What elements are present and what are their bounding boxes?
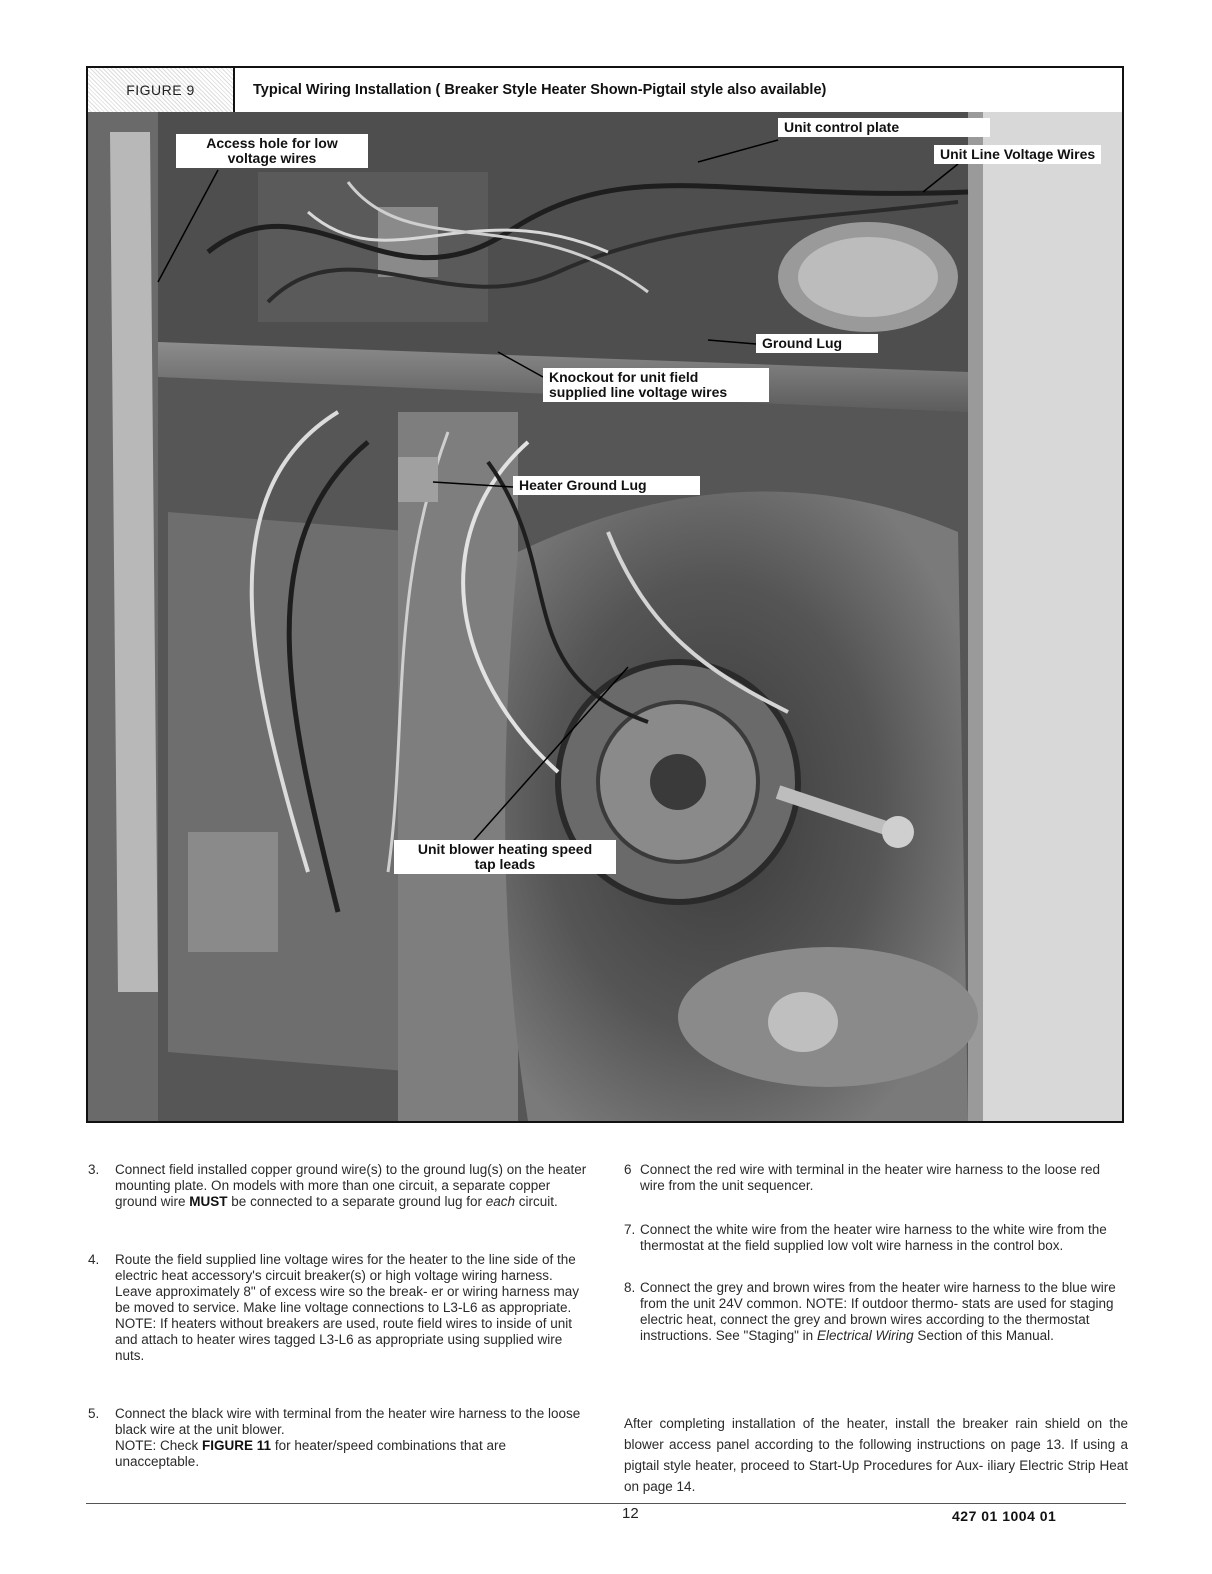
figure-title: Typical Wiring Installation ( Breaker Style Heater Shown-Pigtail style also available) xyxy=(253,82,827,98)
step-5-number: 5. xyxy=(88,1406,100,1421)
step-8-text-b: Section of this Manual. xyxy=(913,1328,1054,1343)
page-number: 12 xyxy=(622,1505,639,1522)
step-3-text-a: Connect field installed copper ground wire(s) to the ground lug(s) on the heater mounting plate. On models with more than one circuit, a separate copper ground wire xyxy=(115,1162,587,1209)
step-4-number: 4. xyxy=(88,1252,100,1267)
callout-ground-lug: Ground Lug xyxy=(756,334,878,353)
step-3-italic: each xyxy=(485,1194,516,1209)
callout-access-hole-line2: voltage wires xyxy=(227,150,317,166)
step-3-text xyxy=(115,1162,590,1210)
step-3-text-c: circuit. xyxy=(515,1194,558,1209)
callout-knockout-line1: Knockout for unit field xyxy=(549,369,699,385)
callout-access-hole xyxy=(176,134,368,168)
callout-knockout xyxy=(543,368,769,402)
figure-header xyxy=(88,68,1122,114)
callout-unit-control-plate: Unit control plate xyxy=(778,118,990,137)
step-3-emphasis: MUST xyxy=(189,1194,228,1209)
step-8-text xyxy=(640,1280,1128,1344)
step-8-text-a: Connect the grey and brown wires from the heater wire harness to the blue wire from the unit 24V common. NOTE: If outdoor thermo- stats are used for staging electric heat, connect the grey and brown wires according to the thermostat instructions. See "Staging" in xyxy=(640,1280,1116,1343)
callout-blower-tap-line2: tap leads xyxy=(474,856,536,872)
left-column xyxy=(88,1162,590,1470)
step-4-text: Route the field supplied line voltage wires for the heater to the line side of the electric heat accessory's circuit breaker(s) or high voltage wiring harness. Leave approximately 8" of excess wire so the break- er or wiring harness may be moved to service. Make line voltage connections to L3-L6 as appropriate. NOTE: If heaters without breakers are used, route field wires to inside of unit and attach to heater wires tagged L3-L6 as appropriate using supplied wire nuts. xyxy=(115,1252,579,1363)
step-7-text: Connect the white wire from the heater wire harness to the white wire from the thermostat at the field supplied low volt wire harness in the control box. xyxy=(640,1222,1107,1253)
callout-unit-line-voltage: Unit Line Voltage Wires xyxy=(934,145,1101,164)
figure-9 xyxy=(86,66,1124,1123)
figure-11-reference: FIGURE 11 xyxy=(202,1438,272,1453)
step-3-text-b: be connected to a separate ground lug for xyxy=(227,1194,486,1209)
step-7-number: 7. xyxy=(624,1222,636,1237)
step-5-note-a: NOTE: Check xyxy=(115,1438,203,1453)
step-6-text: Connect the red wire with terminal in the heater wire harness to the loose red wire from the unit sequencer. xyxy=(640,1162,1100,1193)
callout-knockout-line2: supplied line voltage wires xyxy=(549,384,728,400)
footer-rule xyxy=(86,1503,1126,1504)
step-5-text: Connect the black wire with terminal from the heater wire harness to the loose black wire at the unit blower. xyxy=(115,1406,581,1437)
document-number: 427 01 1004 01 xyxy=(952,1508,1057,1524)
wiring-photo xyxy=(88,112,1122,1121)
step-8-italic: Electrical Wiring xyxy=(816,1328,914,1343)
callout-blower-tap xyxy=(394,840,616,874)
step-3-number: 3. xyxy=(88,1162,100,1177)
callout-access-hole-line1: Access hole for low xyxy=(206,135,338,151)
step-5-note-b: for heater/speed combinations that are unacceptable. xyxy=(115,1438,506,1469)
wiring-photo-illustration xyxy=(88,112,1122,1121)
right-column xyxy=(624,1162,1128,1344)
step-8 xyxy=(624,1280,1128,1344)
closing-paragraph: After completing installation of the heater, install the breaker rain shield on the blower access panel according to the following instructions on page 13. If using a pigtail style heater, proceed to Start-Up Procedures for Aux- iliary Electric Strip Heat on page 14. xyxy=(624,1416,1128,1494)
callout-blower-tap-line1: Unit blower heating speed xyxy=(417,841,593,857)
step-5 xyxy=(88,1406,590,1470)
step-4 xyxy=(88,1252,590,1364)
step-3 xyxy=(88,1162,590,1210)
step-8-number: 8. xyxy=(624,1280,636,1295)
figure-number: FIGURE 9 xyxy=(88,68,235,112)
step-5-note xyxy=(115,1438,590,1470)
step-7 xyxy=(624,1222,1128,1254)
callout-heater-ground-lug: Heater Ground Lug xyxy=(513,476,700,495)
step-6-number: 6 xyxy=(624,1162,632,1177)
step-6 xyxy=(624,1162,1128,1194)
